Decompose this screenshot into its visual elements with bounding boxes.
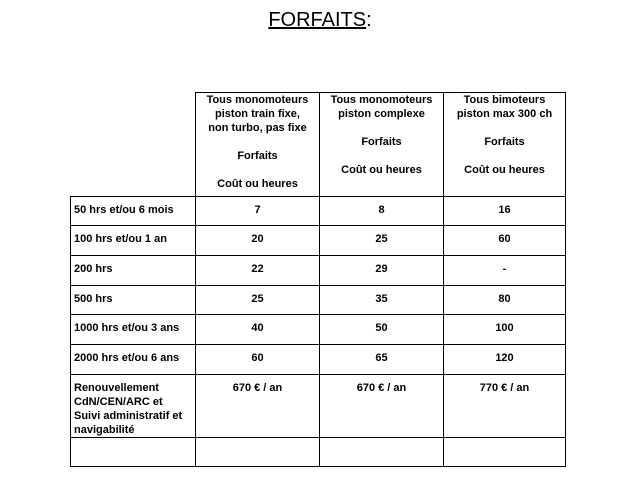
table-row — [71, 345, 566, 375]
table-cell — [196, 438, 320, 467]
row-label: 500 hrs — [71, 286, 196, 315]
page-title-colon: : — [366, 9, 372, 31]
blank-corner-cell — [71, 93, 196, 197]
page-title — [0, 8, 640, 32]
column-header-monomoteurs-complexe — [320, 93, 444, 197]
page-title-text: FORFAITS — [268, 9, 367, 31]
table-cell: 670 € / an — [320, 375, 444, 438]
column-header-line: piston max 300 ch — [456, 108, 553, 120]
table-cell — [320, 438, 444, 467]
table-cell: 25 — [320, 226, 444, 256]
table-cell — [444, 438, 566, 467]
table-cell: 120 — [444, 345, 566, 375]
table-cell: 40 — [196, 315, 320, 345]
row-label-line: Suivi administratif et — [74, 410, 183, 422]
row-label: 50 hrs et/ou 6 mois — [71, 197, 196, 226]
table-row — [71, 197, 566, 226]
column-header-cout: Coût ou heures — [341, 164, 422, 176]
table-cell: 60 — [196, 345, 320, 375]
table-cell: 50 — [320, 315, 444, 345]
table-cell: 60 — [444, 226, 566, 256]
row-label: 2000 hrs et/ou 6 ans — [71, 345, 196, 375]
row-label: 100 hrs et/ou 1 an — [71, 226, 196, 256]
table-cell: 29 — [320, 256, 444, 286]
column-header-line: Tous monomoteurs — [330, 94, 433, 106]
column-header-monomoteurs-train-fixe — [196, 93, 320, 197]
table-cell: 80 — [444, 286, 566, 315]
header-row — [71, 93, 566, 197]
table-row — [71, 256, 566, 286]
column-header-line: piston complexe — [338, 108, 425, 120]
table-cell: 670 € / an — [196, 375, 320, 438]
table-cell: - — [444, 256, 566, 286]
table-cell: 770 € / an — [444, 375, 566, 438]
column-header-line: piston train fixe, — [215, 108, 300, 120]
table-cell: 7 — [196, 197, 320, 226]
row-label-line: navigabilité — [74, 424, 135, 436]
column-header-forfaits: Forfaits — [237, 150, 278, 162]
table-cell: 100 — [444, 315, 566, 345]
column-header-forfaits: Forfaits — [361, 136, 402, 148]
table-cell: 65 — [320, 345, 444, 375]
table-cell: 20 — [196, 226, 320, 256]
table-row-empty — [71, 438, 566, 467]
row-label: 200 hrs — [71, 256, 196, 286]
table-cell: 22 — [196, 256, 320, 286]
column-header-cout: Coût ou heures — [464, 164, 545, 176]
column-header-line: Tous bimoteurs — [463, 94, 546, 106]
column-header-cout: Coût ou heures — [217, 178, 298, 190]
column-header-forfaits: Forfaits — [484, 136, 525, 148]
column-header-line: Tous monomoteurs — [206, 94, 309, 106]
column-header-bimoteurs — [444, 93, 566, 197]
row-label-line: Renouvellement — [74, 382, 159, 394]
row-label: 1000 hrs et/ou 3 ans — [71, 315, 196, 345]
table-row — [71, 286, 566, 315]
table-cell: 8 — [320, 197, 444, 226]
table-cell: 25 — [196, 286, 320, 315]
table-cell: 16 — [444, 197, 566, 226]
row-label — [71, 375, 196, 438]
table-row — [71, 375, 566, 438]
column-header-line: non turbo, pas fixe — [208, 122, 307, 134]
table-cell: 35 — [320, 286, 444, 315]
row-label-line: CdN/CEN/ARC et — [74, 396, 163, 408]
row-label — [71, 438, 196, 467]
forfaits-table — [70, 92, 566, 467]
table-row — [71, 226, 566, 256]
table-row — [71, 315, 566, 345]
